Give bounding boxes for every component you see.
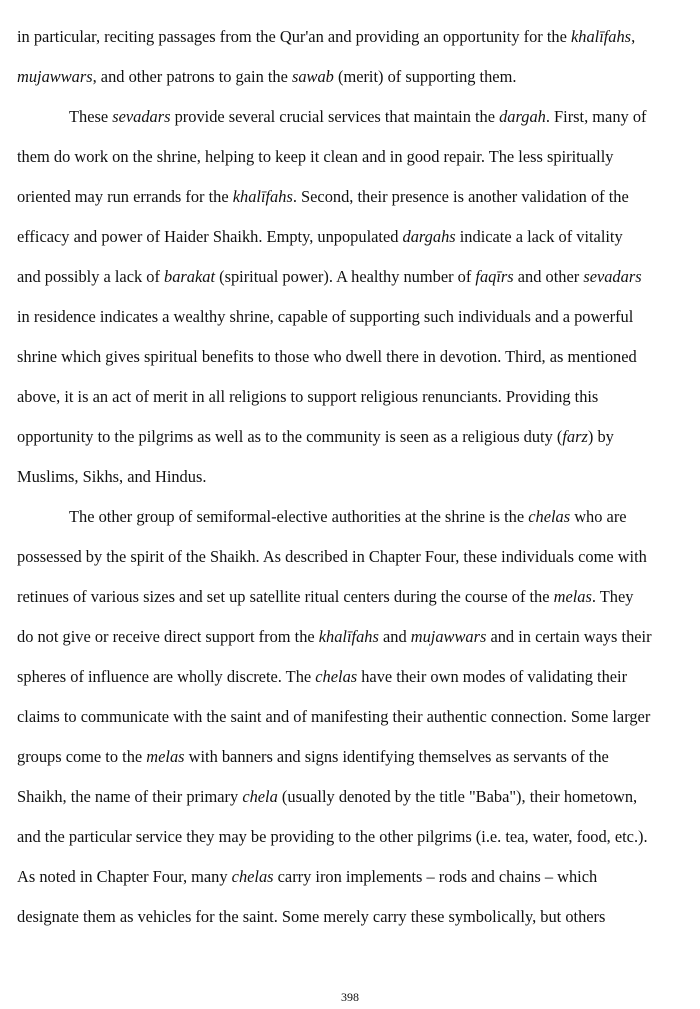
- text-segment: claims to communicate with the saint and of manifesting their authentic connection. Some larger: [17, 707, 651, 726]
- text-segment: with banners and signs identifying themselves as servants of the: [184, 747, 609, 766]
- text-segment: spheres of influence are wholly discrete. The: [17, 667, 316, 686]
- text-segment: shrine which gives spiritual benefits to those who dwell there in devotion. Third, as mentioned: [17, 347, 637, 366]
- text-segment: have their own modes of validating their: [357, 667, 628, 686]
- italic-term: mujawwars: [17, 67, 93, 86]
- text-line: [17, 497, 700, 537]
- text-segment: in particular, reciting passages from the Qur'an and providing an opportunity for the: [17, 27, 571, 46]
- italic-term: sevadars: [583, 267, 642, 286]
- text-line: [17, 857, 700, 897]
- italic-term: chelas: [528, 507, 571, 526]
- text-line: [17, 257, 700, 297]
- text-line: [17, 97, 700, 137]
- italic-term: sawab: [291, 67, 334, 86]
- text-segment: . They: [591, 587, 634, 606]
- text-segment: who are: [570, 507, 627, 526]
- text-line: [17, 57, 700, 97]
- italic-term: dargahs: [402, 227, 456, 246]
- text-segment: opportunity to the pilgrims as well as to the community is seen as a religious duty (: [17, 427, 563, 446]
- text-segment: and in certain ways their: [486, 627, 652, 646]
- text-segment: efficacy and power of Haider Shaikh. Empty, unpopulated: [17, 227, 403, 246]
- text-segment: ) by: [587, 427, 614, 446]
- text-line: [17, 897, 700, 937]
- text-segment: As noted in Chapter Four, many: [17, 867, 232, 886]
- text-segment: (spiritual power). A healthy number of: [215, 267, 476, 286]
- italic-term: melas: [146, 747, 185, 766]
- italic-term: chelas: [315, 667, 358, 686]
- text-line: [17, 217, 700, 257]
- text-line: [17, 137, 700, 177]
- text-segment: above, it is an act of merit in all religions to support religious renunciants. Providing this: [17, 387, 599, 406]
- text-segment: , and other patrons to gain the: [92, 67, 292, 86]
- text-segment: ,: [631, 27, 636, 46]
- text-segment: These: [69, 107, 113, 126]
- text-segment: possessed by the spirit of the Shaikh. As described in Chapter Four, these individuals come with: [17, 547, 647, 566]
- italic-term: barakat: [164, 267, 216, 286]
- text-segment: . First, many of: [545, 107, 647, 126]
- italic-term: melas: [553, 587, 592, 606]
- italic-term: sevadars: [112, 107, 171, 126]
- text-line: [17, 577, 700, 617]
- italic-term: chelas: [231, 867, 274, 886]
- text-line: [17, 777, 700, 817]
- text-segment: and possibly a lack of: [17, 267, 165, 286]
- text-line: [17, 617, 700, 657]
- text-segment: Muslims, Sikhs, and Hindus.: [17, 467, 207, 486]
- italic-term: khalīfahs: [232, 187, 293, 206]
- page-number: 398: [341, 990, 359, 1004]
- text-segment: and the particular service they may be providing to the other pilgrims (i.e. tea, water, food, etc.).: [17, 827, 648, 846]
- italic-term: faqīrs: [475, 267, 514, 286]
- text-line: [17, 417, 700, 457]
- text-line: [17, 177, 700, 217]
- text-line: [17, 817, 700, 857]
- text-segment: and: [378, 627, 411, 646]
- text-segment: do not give or receive direct support from the: [17, 627, 319, 646]
- text-segment: carry iron implements – rods and chains – which: [273, 867, 598, 886]
- text-line: [17, 657, 700, 697]
- text-segment: groups come to the: [17, 747, 147, 766]
- text-line: [17, 537, 700, 577]
- text-segment: (usually denoted by the title "Baba"), their hometown,: [277, 787, 638, 806]
- text-line: [17, 337, 700, 377]
- text-segment: designate them as vehicles for the saint. Some merely carry these symbolically, but others: [17, 907, 606, 926]
- text-line: [17, 697, 700, 737]
- text-segment: in residence indicates a wealthy shrine, capable of supporting such individuals and a powerful: [17, 307, 634, 326]
- italic-term: mujawwars: [410, 627, 487, 646]
- text-segment: provide several crucial services that maintain the: [170, 107, 500, 126]
- italic-term: khalīfahs: [570, 27, 632, 46]
- text-line: [17, 457, 700, 497]
- italic-term: farz: [562, 427, 588, 446]
- italic-term: khalīfahs: [318, 627, 379, 646]
- text-segment: Shaikh, the name of their primary: [17, 787, 243, 806]
- text-line: [17, 17, 700, 57]
- italic-term: chela: [242, 787, 278, 806]
- text-segment: them do work on the shrine, helping to keep it clean and in good repair. The less spiritually: [17, 147, 614, 166]
- text-line: [17, 737, 700, 777]
- text-segment: . Second, their presence is another validation of the: [292, 187, 629, 206]
- text-line: [17, 297, 700, 337]
- text-segment: and other: [513, 267, 584, 286]
- text-segment: (merit) of supporting them.: [333, 67, 517, 86]
- italic-term: dargah: [499, 107, 546, 126]
- text-segment: The other group of semiformal-elective authorities at the shrine is the: [69, 507, 529, 526]
- text-line: [17, 377, 700, 417]
- page-body: [17, 17, 700, 937]
- text-segment: oriented may run errands for the: [17, 187, 233, 206]
- text-segment: indicate a lack of vitality: [455, 227, 623, 246]
- text-segment: retinues of various sizes and set up satellite ritual centers during the course of the: [17, 587, 554, 606]
